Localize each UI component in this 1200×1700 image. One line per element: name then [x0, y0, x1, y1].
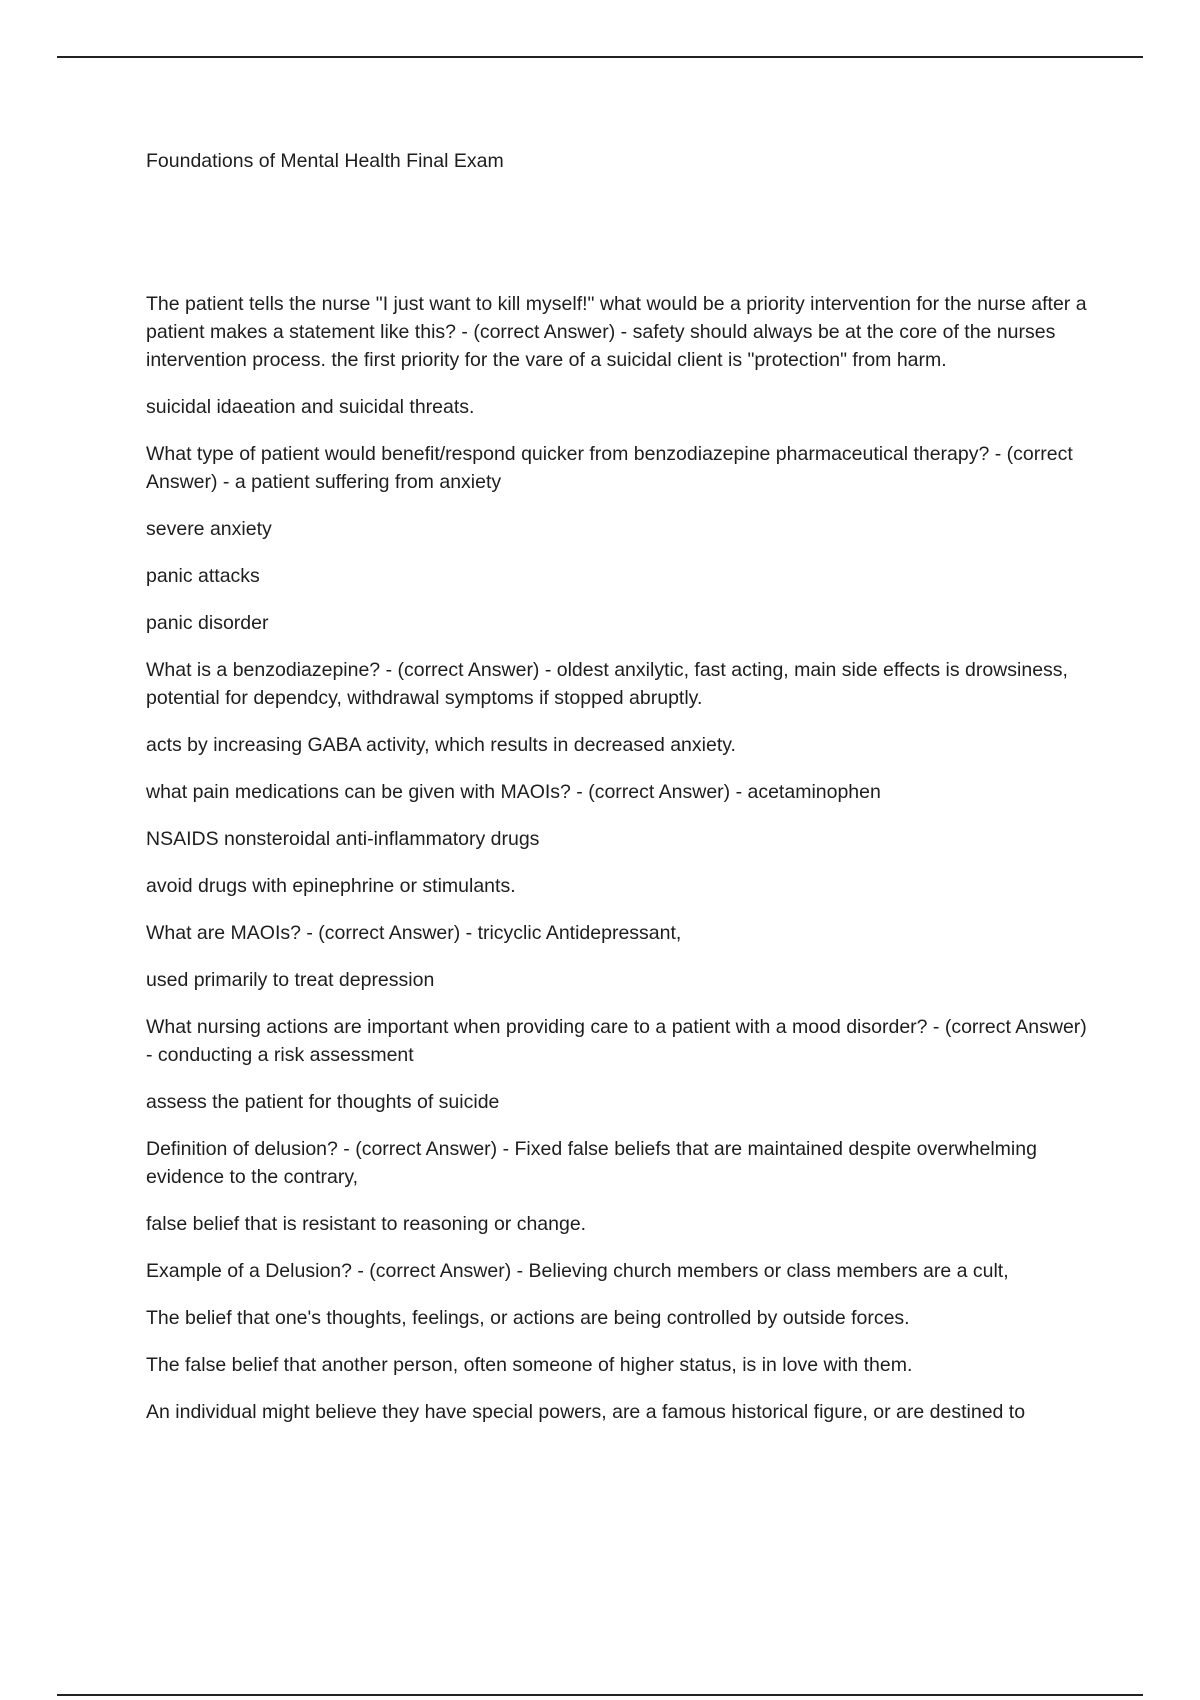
top-rule: [57, 56, 1143, 58]
paragraph: Definition of delusion? - (correct Answer) - Fixed false beliefs that are maintained despite overwhelming evidence to the contrary,: [146, 1138, 1037, 1188]
paragraph: What type of patient would benefit/respond quicker from benzodiazepine pharmaceutical therapy? - (correct Answer) - a patient suffering from anxiety: [146, 443, 1073, 493]
paragraph: acts by increasing GABA activity, which results in decreased anxiety.: [146, 734, 736, 756]
paragraph: assess the patient for thoughts of suicide: [146, 1091, 500, 1113]
paragraph: suicidal idaeation and suicidal threats.: [146, 396, 475, 418]
paragraph: What are MAOIs? - (correct Answer) - tricyclic Antidepressant,: [146, 922, 682, 944]
paragraph: NSAIDS nonsteroidal anti-inflammatory drugs: [146, 828, 540, 850]
paragraph: The false belief that another person, often someone of higher status, is in love with them.: [146, 1354, 913, 1376]
paragraph: What nursing actions are important when providing care to a patient with a mood disorder? - (correct Answer) - conducting a risk assessment: [146, 1016, 1087, 1066]
paragraph: used primarily to treat depression: [146, 969, 435, 991]
document-title: Foundations of Mental Health Final Exam: [146, 150, 504, 172]
bottom-rule: [57, 1694, 1143, 1696]
document-body: [146, 290, 1096, 1445]
paragraph: Example of a Delusion? - (correct Answer) - Believing church members or class members are a cult,: [146, 1260, 1009, 1282]
paragraph: An individual might believe they have special powers, are a famous historical figure, or are destined to: [146, 1401, 1026, 1423]
paragraph: The patient tells the nurse "I just want to kill myself!" what would be a priority intervention for the nurse after a patient makes a statement like this? - (correct Answer) - safety should always be at the core of the nurses intervention process. the first priority for the vare of a suicidal client is "protection" from harm.: [146, 293, 1087, 371]
paragraph: severe anxiety: [146, 518, 272, 540]
paragraph: what pain medications can be given with MAOIs? - (correct Answer) - acetaminophen: [146, 781, 881, 803]
paragraph: panic attacks: [146, 565, 260, 587]
paragraph: What is a benzodiazepine? - (correct Answer) - oldest anxilytic, fast acting, main side effects is drowsiness, potential for dependcy, withdrawal symptoms if stopped abruptly.: [146, 659, 1068, 709]
paragraph: panic disorder: [146, 612, 269, 634]
paragraph: false belief that is resistant to reasoning or change.: [146, 1213, 587, 1235]
paragraph: The belief that one's thoughts, feelings, or actions are being controlled by outside forces.: [146, 1307, 910, 1329]
paragraph: avoid drugs with epinephrine or stimulants.: [146, 875, 516, 897]
